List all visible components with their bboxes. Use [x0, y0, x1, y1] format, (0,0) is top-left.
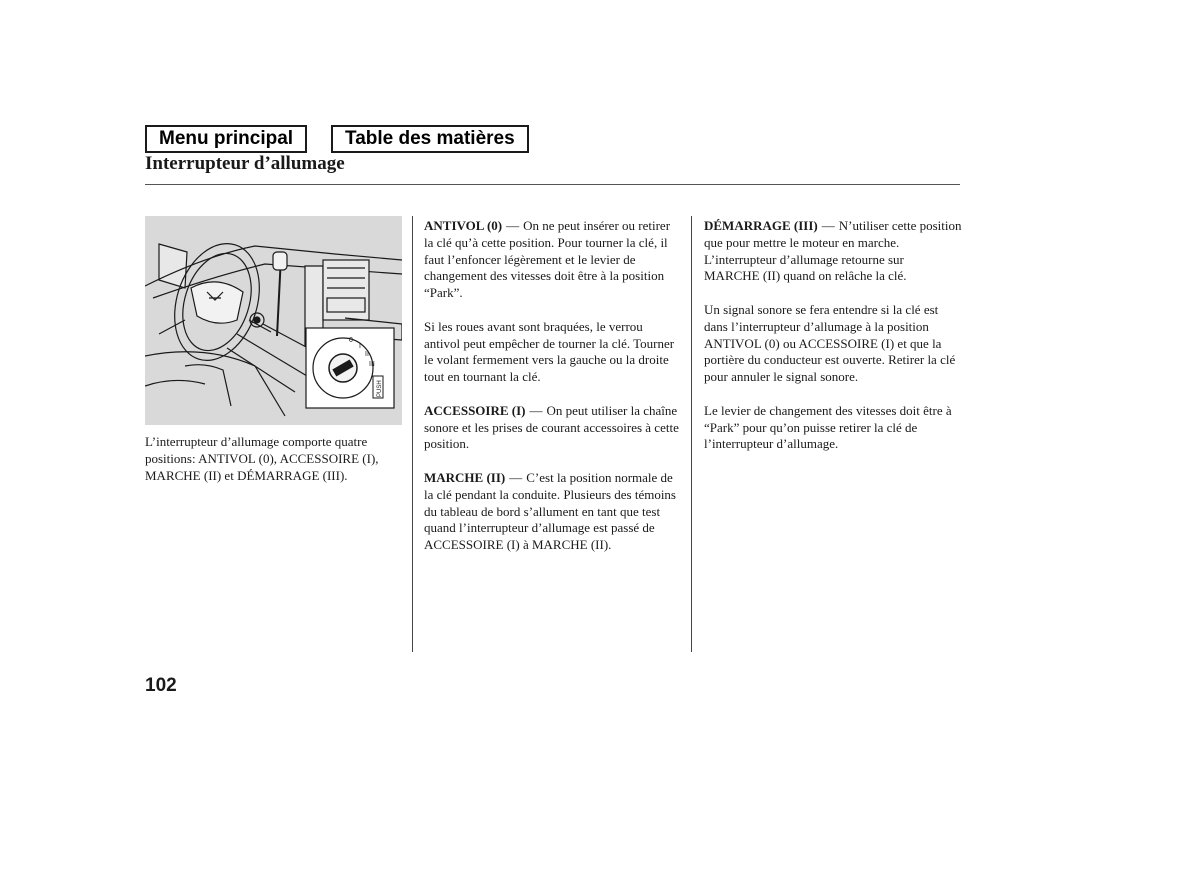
key-mark-0: 0 — [349, 337, 353, 344]
column-divider-right — [691, 216, 692, 652]
right-column — [704, 218, 962, 470]
demarrage-text: N’utiliser cette position que pour mettre le moteur en marche. L’interrupteur d’allumage retourne sur MARCHE (II) quand on relâche la clé. — [704, 218, 962, 284]
title-divider — [145, 184, 960, 185]
antivol-text: On ne peut insérer ou retirer la clé qu’à cette position. Pour tourner la clé, il faut l’enfoncer légèrement et le levier de changement des vitesses doit être à la position “Park”. — [424, 218, 671, 301]
antivol-term: ANTIVOL (0) — [424, 218, 503, 233]
key-mark-i: I — [359, 343, 361, 350]
demarrage-paragraph — [704, 218, 962, 285]
push-badge-label: PUSH — [377, 380, 383, 397]
left-column — [145, 434, 395, 501]
figure-caption: L’interrupteur d’allumage comporte quatre positions: ANTIVOL (0), ACCESSOIRE (I), MARCHE (II) et DÉMARRAGE (III). — [145, 434, 379, 483]
table-of-contents-button[interactable]: Table des matières — [331, 125, 529, 153]
page-title: Interrupteur d’allumage — [145, 153, 345, 174]
dashboard-drawing — [145, 216, 402, 425]
em-dash: — — [509, 469, 523, 485]
middle-column — [424, 218, 682, 571]
demarrage-term: DÉMARRAGE (III) — [704, 218, 818, 233]
antivol-paragraph — [424, 218, 682, 302]
column-divider-left — [412, 216, 413, 652]
key-mark-iii: III — [369, 361, 375, 368]
key-mark-ii: II — [365, 351, 369, 358]
marche-text: C’est la position normale de la clé pendant la conduite. Plusieurs des témoins du tableau de bord s’allument en tant que test quand l’interrupteur d’allumage est passé de ACCESSOIRE (I) à MARCHE (II). — [424, 469, 676, 553]
page-number: 102 — [145, 675, 177, 696]
em-dash: — — [506, 218, 520, 233]
signal-paragraph: Un signal sonore se fera entendre si la clé est dans l’interrupteur d’allumage à la position ANTIVOL (0) ou ACCESSOIRE (I) et que la portière du conducteur est ouverte. Retirer la clé pour annuler le signal sonore. — [704, 301, 956, 385]
main-menu-button[interactable]: Menu principal — [145, 125, 307, 153]
marche-term: MARCHE (II) — [424, 469, 506, 485]
marche-paragraph — [424, 470, 682, 554]
accessoire-text: On peut utiliser la chaîne sonore et les prises de courant accessoires à cette position. — [424, 402, 679, 452]
accessoire-term: ACCESSOIRE (I) — [424, 402, 526, 418]
ignition-illustration — [145, 216, 402, 425]
park-paragraph: Le levier de changement des vitesses doit être à “Park” pour qu’on puisse retirer la clé de l’interrupteur d’allumage. — [704, 402, 952, 452]
em-dash: — — [529, 402, 543, 418]
antivol-note: Si les roues avant sont braquées, le verrou antivol peut empêcher de tourner la clé. Tourner le volant fermement vers la gauche ou la droite tout en tournant la clé. — [424, 318, 675, 385]
accessoire-paragraph — [424, 403, 682, 453]
em-dash: — — [821, 218, 835, 233]
